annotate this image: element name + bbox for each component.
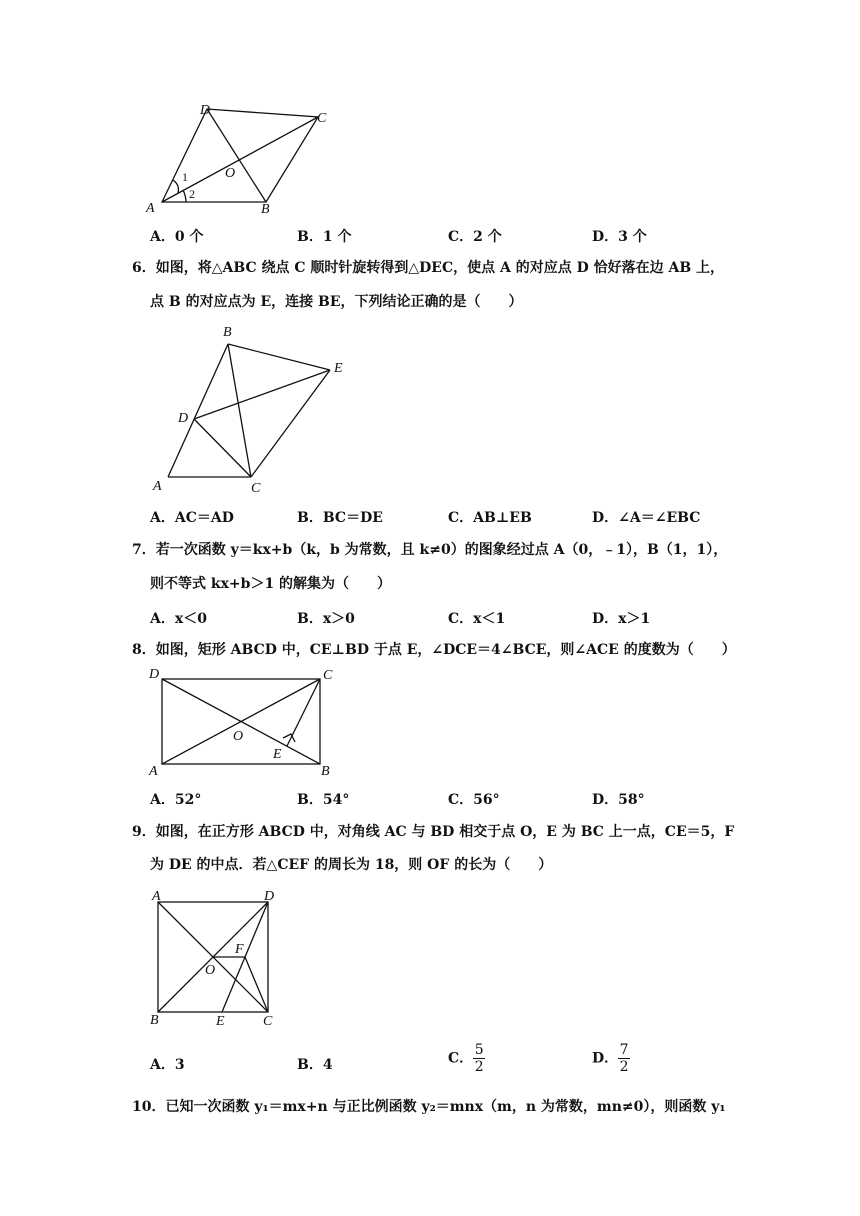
q5-figure <box>140 95 350 220</box>
q9-label-a: A <box>152 889 161 904</box>
q5-diagonal-ac <box>162 117 318 202</box>
q6-label-a: A <box>153 479 162 494</box>
q6-figure <box>145 322 360 497</box>
q5-option-b[interactable]: B．1 个 <box>297 229 352 245</box>
q5-label-c: C <box>317 111 327 126</box>
q8-figure <box>145 664 350 782</box>
q8-option-b[interactable]: B．54° <box>297 792 350 808</box>
q9-option-c-fraction <box>473 1043 485 1074</box>
q7-option-c[interactable]: C．x＜1 <box>448 611 506 627</box>
q5-label-a: A <box>146 201 155 216</box>
q9-option-d-fraction <box>618 1043 630 1074</box>
q6-question-line2: 点 B 的对应点为 E，连接 BE，下列结论正确的是（ ） <box>150 294 523 310</box>
q5-option-c[interactable]: C．2 个 <box>448 229 502 245</box>
q8-label-b: B <box>321 764 330 779</box>
q6-label-c: C <box>251 481 261 496</box>
q5-parallelogram <box>162 109 318 202</box>
q7-question-line2: 则不等式 kx+b＞1 的解集为（ ） <box>150 576 392 592</box>
q7-option-d[interactable]: D．x＞1 <box>592 611 651 627</box>
q6-side-de <box>194 370 330 419</box>
q5-label-d: D <box>200 103 211 118</box>
q6-side-ce <box>251 370 330 477</box>
q7-question-line1: 7．若一次函数 y＝kx+b（k，b 为常数，且 k≠0）的图象经过点 A（0，﹣1），B（1，1）， <box>132 542 728 558</box>
q9-option-d-numerator: 7 <box>619 1042 629 1058</box>
q5-label-angle-2: 2 <box>189 187 195 201</box>
q9-option-d-denominator: 2 <box>619 1059 629 1075</box>
q5-label-b: B <box>261 202 270 217</box>
q9-option-d-prefix: D． <box>592 1050 619 1067</box>
q5-diagonal-bd <box>207 109 266 202</box>
q8-option-a[interactable]: A．52° <box>150 792 202 808</box>
q9-option-b[interactable]: B．4 <box>297 1057 333 1073</box>
q9-option-c-prefix: C． <box>448 1050 474 1067</box>
q7-option-b[interactable]: B．x＞0 <box>297 611 355 627</box>
q5-angle-arc-2 <box>183 190 186 202</box>
q9-option-a[interactable]: A．3 <box>150 1057 185 1073</box>
q6-label-b: B <box>223 325 232 340</box>
q8-label-e: E <box>273 747 282 762</box>
q8-option-c[interactable]: C．56° <box>448 792 500 808</box>
q6-side-be <box>228 344 330 370</box>
q6-label-d: D <box>178 411 189 426</box>
q8-option-d[interactable]: D．58° <box>592 792 645 808</box>
q8-label-c: C <box>323 668 333 683</box>
q5-angle-arc-1 <box>173 180 178 193</box>
q9-segment-fc <box>245 957 268 1012</box>
q6-option-c[interactable]: C．AB⊥EB <box>448 510 532 526</box>
q5-label-angle-1: 1 <box>182 170 188 184</box>
q5-option-d[interactable]: D．3 个 <box>592 229 647 245</box>
q9-question-line2: 为 DE 的中点．若△CEF 的周长为 18，则 OF 的长为（ ） <box>150 857 553 873</box>
q9-label-e: E <box>216 1014 225 1029</box>
q8-label-a: A <box>149 764 158 779</box>
q8-question-line1: 8．如图，矩形 ABCD 中，CE⊥BD 于点 E，∠DCE＝4∠BCE，则∠ACE 的度数为（ ） <box>132 642 736 658</box>
q9-option-c-denominator: 2 <box>474 1059 484 1075</box>
q7-option-a[interactable]: A．x＜0 <box>150 611 207 627</box>
q9-option-d[interactable] <box>592 1043 630 1074</box>
q6-option-b[interactable]: B．BC＝DE <box>297 510 383 526</box>
q9-label-o: O <box>205 963 216 978</box>
q8-label-d: D <box>149 667 160 682</box>
q9-label-f: F <box>235 942 244 957</box>
q9-figure <box>145 888 285 1030</box>
q9-label-c: C <box>263 1014 273 1029</box>
q5-label-o: O <box>225 166 236 181</box>
q6-label-e: E <box>334 361 343 376</box>
q9-option-c[interactable] <box>448 1043 485 1074</box>
q6-question-line1: 6．如图，将△ABC 绕点 C 顺时针旋转得到△DEC，使点 A 的对应点 D 恰好落在边 AB 上， <box>132 260 725 276</box>
q6-option-a[interactable]: A．AC＝AD <box>150 510 234 526</box>
q9-label-b: B <box>150 1013 159 1028</box>
q9-question-line1: 9．如图，在正方形 ABCD 中，对角线 AC 与 BD 相交于点 O，E 为 BC 上一点，CE＝5，F <box>132 824 735 840</box>
q5-option-a[interactable]: A．0 个 <box>150 229 204 245</box>
q8-label-o: O <box>233 729 244 744</box>
q6-option-d[interactable]: D．∠A＝∠EBC <box>592 510 701 526</box>
q9-option-c-numerator: 5 <box>474 1042 484 1058</box>
q10-question-line1: 10．已知一次函数 y₁＝mx+n 与正比例函数 y₂＝mnx（m，n 为常数，mn≠0），则函数 y₁ <box>132 1099 726 1115</box>
q9-label-d: D <box>264 889 275 904</box>
